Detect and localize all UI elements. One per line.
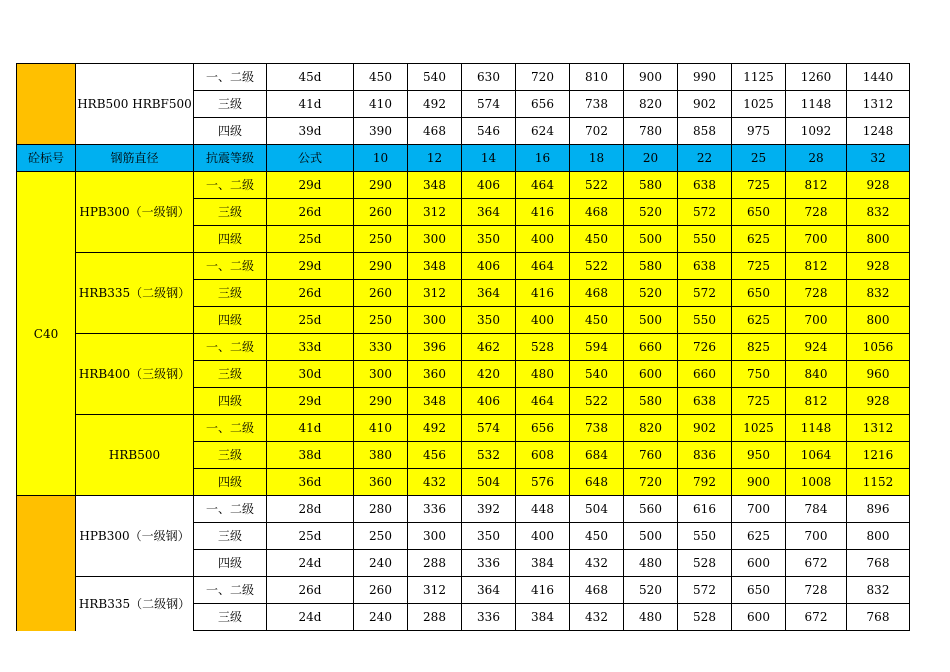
table-row — [17, 496, 910, 523]
length-value-cell: 580 — [624, 388, 678, 415]
length-value-cell: 300 — [408, 307, 462, 334]
length-value-cell: 416 — [516, 577, 570, 604]
length-value-cell: 616 — [678, 496, 732, 523]
seismic-level-cell: 三级 — [194, 280, 267, 307]
length-value-cell: 836 — [678, 442, 732, 469]
header-size: 12 — [408, 145, 462, 172]
length-value-cell: 812 — [786, 172, 847, 199]
length-value-cell: 280 — [354, 496, 408, 523]
formula-cell: 25d — [267, 307, 354, 334]
length-value-cell: 468 — [408, 118, 462, 145]
header-formula: 公式 — [267, 145, 354, 172]
length-value-cell: 672 — [786, 550, 847, 577]
length-value-cell: 480 — [624, 550, 678, 577]
length-value-cell: 784 — [786, 496, 847, 523]
length-value-cell: 608 — [516, 442, 570, 469]
length-value-cell: 725 — [732, 172, 786, 199]
length-value-cell: 738 — [570, 415, 624, 442]
length-value-cell: 416 — [516, 280, 570, 307]
length-value-cell: 902 — [678, 415, 732, 442]
length-value-cell: 928 — [847, 253, 910, 280]
length-value-cell: 660 — [624, 334, 678, 361]
seismic-level-cell: 四级 — [194, 307, 267, 334]
length-value-cell: 348 — [408, 172, 462, 199]
length-value-cell: 522 — [570, 172, 624, 199]
length-value-cell: 500 — [624, 523, 678, 550]
table-row — [17, 64, 910, 91]
length-value-cell: 392 — [462, 496, 516, 523]
seismic-level-cell: 一、二级 — [194, 64, 267, 91]
length-value-cell: 312 — [408, 280, 462, 307]
length-value-cell: 550 — [678, 226, 732, 253]
formula-cell: 24d — [267, 550, 354, 577]
length-value-cell: 450 — [570, 226, 624, 253]
length-value-cell: 840 — [786, 361, 847, 388]
length-value-cell: 364 — [462, 199, 516, 226]
length-value-cell: 720 — [516, 64, 570, 91]
formula-cell: 25d — [267, 523, 354, 550]
header-size: 14 — [462, 145, 516, 172]
length-value-cell: 576 — [516, 469, 570, 496]
length-value-cell: 520 — [624, 577, 678, 604]
length-value-cell: 520 — [624, 280, 678, 307]
length-value-cell: 1025 — [732, 91, 786, 118]
length-value-cell: 400 — [516, 226, 570, 253]
header-size: 28 — [786, 145, 847, 172]
length-value-cell: 384 — [516, 550, 570, 577]
length-value-cell: 240 — [354, 550, 408, 577]
length-value-cell: 760 — [624, 442, 678, 469]
length-value-cell: 832 — [847, 577, 910, 604]
length-value-cell: 288 — [408, 604, 462, 631]
length-value-cell: 1092 — [786, 118, 847, 145]
length-value-cell: 400 — [516, 523, 570, 550]
length-value-cell: 900 — [624, 64, 678, 91]
length-value-cell: 820 — [624, 415, 678, 442]
length-value-cell: 504 — [462, 469, 516, 496]
length-value-cell: 700 — [786, 523, 847, 550]
length-value-cell: 1152 — [847, 469, 910, 496]
formula-cell: 41d — [267, 415, 354, 442]
length-value-cell: 1216 — [847, 442, 910, 469]
steel-type-cell: HPB300（一级钢） — [76, 496, 194, 577]
length-value-cell: 660 — [678, 361, 732, 388]
formula-cell: 26d — [267, 199, 354, 226]
length-value-cell: 290 — [354, 388, 408, 415]
formula-cell: 24d — [267, 604, 354, 631]
length-value-cell: 1064 — [786, 442, 847, 469]
length-value-cell: 812 — [786, 388, 847, 415]
length-value-cell: 924 — [786, 334, 847, 361]
length-value-cell: 348 — [408, 388, 462, 415]
formula-cell: 33d — [267, 334, 354, 361]
length-value-cell: 896 — [847, 496, 910, 523]
length-value-cell: 550 — [678, 523, 732, 550]
length-value-cell: 832 — [847, 199, 910, 226]
steel-type-cell: HPB300（一级钢） — [76, 172, 194, 253]
length-value-cell: 574 — [462, 415, 516, 442]
seismic-level-cell: 一、二级 — [194, 334, 267, 361]
length-value-cell: 532 — [462, 442, 516, 469]
length-value-cell: 504 — [570, 496, 624, 523]
length-value-cell: 336 — [462, 604, 516, 631]
length-value-cell: 364 — [462, 577, 516, 604]
length-value-cell: 990 — [678, 64, 732, 91]
seismic-level-cell: 四级 — [194, 118, 267, 145]
table-row — [17, 253, 910, 280]
header-grade: 砼标号 — [17, 145, 76, 172]
steel-type-cell: HRB400（三级钢） — [76, 334, 194, 415]
length-value-cell: 560 — [624, 496, 678, 523]
header-row — [17, 145, 910, 172]
formula-cell: 45d — [267, 64, 354, 91]
length-value-cell: 260 — [354, 577, 408, 604]
length-value-cell: 928 — [847, 172, 910, 199]
header-size: 22 — [678, 145, 732, 172]
seismic-level-cell: 三级 — [194, 91, 267, 118]
length-value-cell: 480 — [624, 604, 678, 631]
formula-cell: 26d — [267, 280, 354, 307]
length-value-cell: 468 — [570, 199, 624, 226]
formula-cell: 38d — [267, 442, 354, 469]
length-value-cell: 350 — [462, 226, 516, 253]
length-value-cell: 384 — [516, 604, 570, 631]
table-row — [17, 415, 910, 442]
length-value-cell: 312 — [408, 577, 462, 604]
header-size: 20 — [624, 145, 678, 172]
length-value-cell: 728 — [786, 280, 847, 307]
length-value-cell: 1148 — [786, 415, 847, 442]
formula-cell: 29d — [267, 253, 354, 280]
header-size: 16 — [516, 145, 570, 172]
length-value-cell: 290 — [354, 253, 408, 280]
seismic-level-cell: 四级 — [194, 469, 267, 496]
length-value-cell: 522 — [570, 253, 624, 280]
length-value-cell: 726 — [678, 334, 732, 361]
seismic-level-cell: 三级 — [194, 523, 267, 550]
length-value-cell: 450 — [354, 64, 408, 91]
length-value-cell: 410 — [354, 91, 408, 118]
seismic-level-cell: 三级 — [194, 604, 267, 631]
header-size: 32 — [847, 145, 910, 172]
length-value-cell: 625 — [732, 523, 786, 550]
length-value-cell: 600 — [624, 361, 678, 388]
length-value-cell: 240 — [354, 604, 408, 631]
length-value-cell: 380 — [354, 442, 408, 469]
header-size: 25 — [732, 145, 786, 172]
length-value-cell: 300 — [354, 361, 408, 388]
formula-cell: 25d — [267, 226, 354, 253]
length-value-cell: 728 — [786, 577, 847, 604]
length-value-cell: 300 — [408, 523, 462, 550]
length-value-cell: 528 — [678, 604, 732, 631]
length-value-cell: 825 — [732, 334, 786, 361]
length-value-cell: 360 — [408, 361, 462, 388]
length-value-cell: 700 — [732, 496, 786, 523]
length-value-cell: 464 — [516, 172, 570, 199]
length-value-cell: 468 — [570, 280, 624, 307]
length-value-cell: 450 — [570, 307, 624, 334]
length-value-cell: 720 — [624, 469, 678, 496]
length-value-cell: 960 — [847, 361, 910, 388]
length-value-cell: 528 — [678, 550, 732, 577]
length-value-cell: 780 — [624, 118, 678, 145]
header-diameter: 钢筋直径 — [76, 145, 194, 172]
length-value-cell: 1148 — [786, 91, 847, 118]
length-value-cell: 1025 — [732, 415, 786, 442]
seismic-level-cell: 一、二级 — [194, 415, 267, 442]
length-value-cell: 250 — [354, 226, 408, 253]
length-value-cell: 360 — [354, 469, 408, 496]
formula-cell: 29d — [267, 172, 354, 199]
length-value-cell: 396 — [408, 334, 462, 361]
length-value-cell: 1056 — [847, 334, 910, 361]
seismic-level-cell: 四级 — [194, 388, 267, 415]
length-value-cell: 464 — [516, 388, 570, 415]
formula-cell: 29d — [267, 388, 354, 415]
length-value-cell: 650 — [732, 199, 786, 226]
length-value-cell: 312 — [408, 199, 462, 226]
length-value-cell: 650 — [732, 577, 786, 604]
seismic-level-cell: 三级 — [194, 361, 267, 388]
length-value-cell: 650 — [732, 280, 786, 307]
length-value-cell: 336 — [462, 550, 516, 577]
length-value-cell: 432 — [408, 469, 462, 496]
length-value-cell: 432 — [570, 550, 624, 577]
length-value-cell: 648 — [570, 469, 624, 496]
length-value-cell: 574 — [462, 91, 516, 118]
seismic-level-cell: 四级 — [194, 226, 267, 253]
length-value-cell: 572 — [678, 577, 732, 604]
length-value-cell: 432 — [570, 604, 624, 631]
grade-cell: C40 — [17, 172, 76, 496]
formula-cell: 41d — [267, 91, 354, 118]
length-value-cell: 800 — [847, 523, 910, 550]
seismic-level-cell: 四级 — [194, 550, 267, 577]
seismic-level-cell: 三级 — [194, 199, 267, 226]
length-value-cell: 364 — [462, 280, 516, 307]
length-value-cell: 975 — [732, 118, 786, 145]
length-value-cell: 1248 — [847, 118, 910, 145]
length-value-cell: 832 — [847, 280, 910, 307]
length-value-cell: 738 — [570, 91, 624, 118]
length-value-cell: 700 — [786, 307, 847, 334]
length-value-cell: 625 — [732, 307, 786, 334]
length-value-cell: 420 — [462, 361, 516, 388]
grade-cell — [17, 496, 76, 631]
length-value-cell: 350 — [462, 307, 516, 334]
length-value-cell: 456 — [408, 442, 462, 469]
table-row — [17, 172, 910, 199]
length-value-cell: 928 — [847, 388, 910, 415]
length-value-cell: 638 — [678, 388, 732, 415]
steel-type-cell: HRB335（二级钢） — [76, 577, 194, 631]
seismic-level-cell: 一、二级 — [194, 172, 267, 199]
length-value-cell: 950 — [732, 442, 786, 469]
length-value-cell: 800 — [847, 307, 910, 334]
length-value-cell: 550 — [678, 307, 732, 334]
seismic-level-cell: 三级 — [194, 442, 267, 469]
length-value-cell: 500 — [624, 226, 678, 253]
seismic-level-cell: 一、二级 — [194, 577, 267, 604]
length-value-cell: 288 — [408, 550, 462, 577]
length-value-cell: 768 — [847, 550, 910, 577]
table-row — [17, 334, 910, 361]
length-value-cell: 624 — [516, 118, 570, 145]
length-value-cell: 572 — [678, 280, 732, 307]
length-value-cell: 750 — [732, 361, 786, 388]
length-value-cell: 410 — [354, 415, 408, 442]
length-value-cell: 520 — [624, 199, 678, 226]
length-value-cell: 656 — [516, 91, 570, 118]
length-value-cell: 464 — [516, 253, 570, 280]
steel-type-cell: HRB500 HRBF500 — [76, 64, 194, 145]
length-value-cell: 638 — [678, 253, 732, 280]
length-value-cell: 406 — [462, 253, 516, 280]
length-value-cell: 528 — [516, 334, 570, 361]
length-value-cell: 336 — [408, 496, 462, 523]
length-value-cell: 290 — [354, 172, 408, 199]
steel-type-cell: HRB335（二级钢） — [76, 253, 194, 334]
length-value-cell: 450 — [570, 523, 624, 550]
formula-cell: 36d — [267, 469, 354, 496]
length-value-cell: 700 — [786, 226, 847, 253]
length-value-cell: 902 — [678, 91, 732, 118]
length-value-cell: 500 — [624, 307, 678, 334]
length-value-cell: 800 — [847, 226, 910, 253]
length-value-cell: 1312 — [847, 415, 910, 442]
length-value-cell: 638 — [678, 172, 732, 199]
length-value-cell: 546 — [462, 118, 516, 145]
length-value-cell: 625 — [732, 226, 786, 253]
length-value-cell: 1008 — [786, 469, 847, 496]
length-value-cell: 540 — [570, 361, 624, 388]
length-value-cell: 672 — [786, 604, 847, 631]
header-seismic: 抗震等级 — [194, 145, 267, 172]
seismic-level-cell: 一、二级 — [194, 253, 267, 280]
length-value-cell: 725 — [732, 388, 786, 415]
length-value-cell: 448 — [516, 496, 570, 523]
length-value-cell: 768 — [847, 604, 910, 631]
length-value-cell: 250 — [354, 307, 408, 334]
length-value-cell: 492 — [408, 91, 462, 118]
length-value-cell: 810 — [570, 64, 624, 91]
length-value-cell: 462 — [462, 334, 516, 361]
length-value-cell: 572 — [678, 199, 732, 226]
formula-cell: 30d — [267, 361, 354, 388]
seismic-level-cell: 一、二级 — [194, 496, 267, 523]
length-value-cell: 630 — [462, 64, 516, 91]
length-value-cell: 820 — [624, 91, 678, 118]
table-row — [17, 577, 910, 604]
length-value-cell: 1260 — [786, 64, 847, 91]
formula-cell: 26d — [267, 577, 354, 604]
length-value-cell: 260 — [354, 199, 408, 226]
length-value-cell: 702 — [570, 118, 624, 145]
length-value-cell: 250 — [354, 523, 408, 550]
length-value-cell: 812 — [786, 253, 847, 280]
length-value-cell: 1440 — [847, 64, 910, 91]
anchorage-length-table — [16, 63, 910, 631]
length-value-cell: 350 — [462, 523, 516, 550]
length-value-cell: 1312 — [847, 91, 910, 118]
length-value-cell: 594 — [570, 334, 624, 361]
length-value-cell: 858 — [678, 118, 732, 145]
length-value-cell: 330 — [354, 334, 408, 361]
length-value-cell: 406 — [462, 172, 516, 199]
length-value-cell: 600 — [732, 550, 786, 577]
length-value-cell: 540 — [408, 64, 462, 91]
header-size: 10 — [354, 145, 408, 172]
length-value-cell: 480 — [516, 361, 570, 388]
length-value-cell: 300 — [408, 226, 462, 253]
length-value-cell: 580 — [624, 253, 678, 280]
length-value-cell: 728 — [786, 199, 847, 226]
length-value-cell: 684 — [570, 442, 624, 469]
length-value-cell: 580 — [624, 172, 678, 199]
length-value-cell: 260 — [354, 280, 408, 307]
length-value-cell: 725 — [732, 253, 786, 280]
formula-cell: 28d — [267, 496, 354, 523]
length-value-cell: 390 — [354, 118, 408, 145]
length-value-cell: 1125 — [732, 64, 786, 91]
length-value-cell: 416 — [516, 199, 570, 226]
length-value-cell: 492 — [408, 415, 462, 442]
length-value-cell: 348 — [408, 253, 462, 280]
length-value-cell: 400 — [516, 307, 570, 334]
grade-cell — [17, 64, 76, 145]
length-value-cell: 468 — [570, 577, 624, 604]
length-value-cell: 900 — [732, 469, 786, 496]
length-value-cell: 406 — [462, 388, 516, 415]
length-value-cell: 522 — [570, 388, 624, 415]
length-value-cell: 792 — [678, 469, 732, 496]
header-size: 18 — [570, 145, 624, 172]
steel-type-cell: HRB500 — [76, 415, 194, 496]
formula-cell: 39d — [267, 118, 354, 145]
length-value-cell: 600 — [732, 604, 786, 631]
length-value-cell: 656 — [516, 415, 570, 442]
